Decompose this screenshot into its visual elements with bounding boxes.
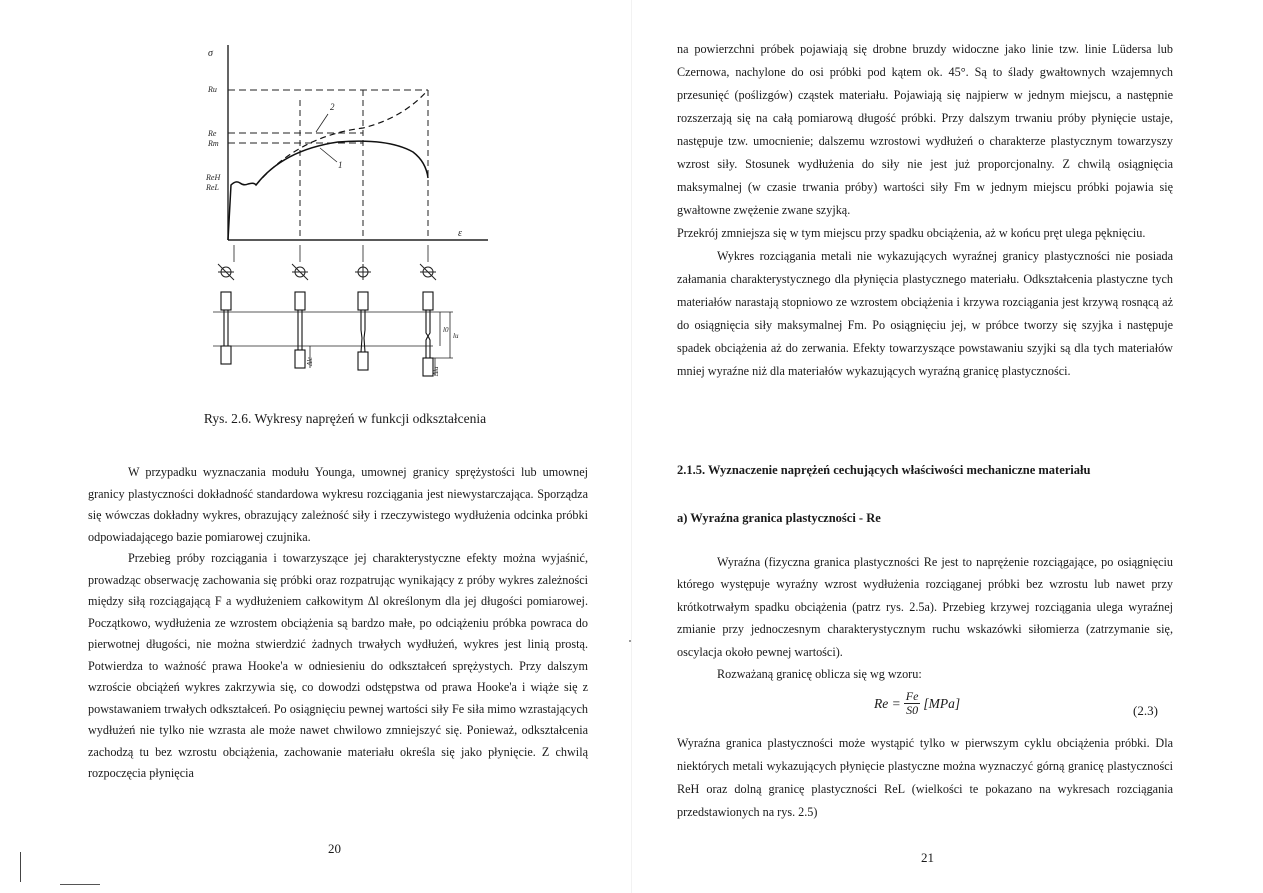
left-body-text: [88, 462, 588, 785]
dim-l0: l0: [443, 326, 449, 334]
rm-label: Rm: [208, 139, 219, 148]
rel-label: ReL: [206, 183, 219, 192]
equation-number: (2.3): [1133, 703, 1158, 718]
dim-dlc: Δlc: [306, 356, 314, 366]
paragraph: W przypadku wyznaczania modułu Younga, umownej granicy sprężystości lub umownej granicy plastyczności dokładność standardowa wykresu rozciągania jest niewystarczająca. Sporządza się wówczas dokładny wykres, obrazujący zależność siły i rzeczywistego wydłużenia odcinka próbki odpowiadającego bazie pomiarowej czujnika.: [88, 465, 588, 544]
formula-denominator: S0: [906, 703, 919, 717]
formula-fraction: [904, 690, 921, 717]
re-label: Re: [208, 129, 217, 138]
figure-caption: Rys. 2.6. Wykresy naprężeń w funkcji odkształcenia: [203, 411, 487, 426]
paragraph: Przebieg próby rozciągania i towarzyszące jej charakterystyczne efekty można wyjaśnić, prowadząc obserwację zachowania się próbki oraz rozpatrując wynikający z próby wykres zależności między siłą rozciągającą F a wydłużeniem całkowitym Δl określonym dla jej długości pomiarowej. Początkowo, wydłużenia ze wzrostem obciążenia są bardzo małe, po odciążeniu próbka powraca do pierwotnej długości, nie można stwierdzić żadnych trwałych wydłużeń, wykres jest linią prostą. Potwierdza to ważność prawa Hooke'a w odniesieniu do odkształceń sprężystych. Przy dalszym wzroście obciążeń wykres zakrzywia się, co dowodzi odstępstwa od prawa Hooke'a i wiąże się z powstawaniem trwałych odkształceń. Po osiągnięciu pewnej wartości siły Fe siła mimo wzrastających wydłużeń nie tylko nie wzrasta ale może nawet chwilowo zmniejszyć się. Ponieważ, odkształcenia zachodzą tu bez wzrostu obciążenia, zachowanie materiału określa się jako płynięcie. Z chwilą rozpoczęcia płynięcia: [88, 551, 588, 780]
formula-unit: [MPa]: [923, 695, 961, 711]
curve-1-label: 1: [338, 160, 343, 170]
subsection-heading: a) Wyraźna granica plastyczności - Re: [677, 511, 881, 525]
paragraph: Rozważaną granicę oblicza się wg wzoru:: [717, 667, 922, 682]
epsilon-axis-label: ε: [458, 228, 462, 239]
sigma-axis-label: σ: [208, 48, 213, 59]
stress-strain-diagram: [188, 40, 488, 390]
dim-lu: lu: [453, 332, 459, 340]
paragraph: Wyraźna (fizyczna granica plastyczności Re jest to naprężenie rozciągające, po osiągnięciu którego występuje wyraźny wzrost wydłużenia rozciąganej próbki bez wzrostu lub nawet przy krótkotrwałym spadku obciążenia (patrz rys. 2.5a). Przebieg krzywej rozciągania ulega wyraźnej zmianie przy jednoczesnym charakterystycznym ruchu wskazówki siłomierza (zatrzymanie się, oscylacja około pewnej wartości).: [677, 555, 1173, 659]
formula: [874, 690, 960, 717]
specimen-markers: [218, 264, 436, 280]
page-number-left: 20: [328, 841, 341, 856]
left-page: [0, 0, 631, 893]
paragraph: Wykres rozciągania metali nie wykazujących wyraźnej granicy plastyczności nie posiada załamania charakterystycznego dla płynięcia plastycznego materiału. Odkształcenia plastyczne tych materiałów narastają stopniowo ze wzrostem obciążenia i krzywa rozciągania jest krzywą rosnącą aż do osiągnięcia siły maksymalnej Fm. Po osiągnięciu jej, w próbce tworzy się szyjka i następuje spadek obciążenia aż do zerwania. Efekty towarzyszące powstawaniu szyjki są dla tych materiałów mniej wyraźne niż dla materiałów wykazujących wyraźną granicę plastyczności.: [677, 249, 1173, 378]
curve-1: [228, 141, 428, 240]
right-body-text-bottom: [677, 732, 1173, 824]
paragraph: Wyraźna granica plastyczności może wystąpić tylko w pierwszym cyklu obciążenia próbki. Dla niektórych metali wykazujących płynięcie plastyczne można wyznaczyć górną granicę plastyczności ReH oraz dolną granicę plastyczności ReL (wielkości te pokazano na wykresach rozciągania przedstawionych na rys. 2.5): [677, 736, 1173, 819]
section-heading: 2.1.5. Wyznaczenie naprężeń cechujących właściwości mechaniczne materiału: [677, 463, 1091, 477]
page-number-right: 21: [921, 850, 934, 865]
curve-2: [256, 90, 428, 185]
right-body-text-mid: [677, 551, 1173, 685]
paragraph: na powierzchni próbek pojawiają się drobne bruzdy widoczne jako linie tzw. linie Lüdersa lub Czernowa, nachylone do osi próbki pod kątem ok. 45°. Są to ślady gwałtownych wzajemnych przesunięć (poślizgów) cząstek materiału. Pojawiają się najpierw w jednym miejscu, a następnie rozszerzają się na całą pomiarową długość próbki. Przy dalszym trwaniu próby płynięcie ustaje, następuje tzw. umocnienie; dalszemu wzrostowi wydłużeń o charakterze plastycznym towarzyszy wzrost siły. Stosunek wydłużenia do siły nie jest już proporcjonalny. Z chwilą osiągnięcia maksymalnej (w czasie trwania próby) wartości siły Fm w jednym miejscu próbki pojawia się gwałtowne zwężenie zwane szyjką.: [677, 42, 1173, 217]
right-body-text-top: [677, 38, 1173, 383]
formula-lhs: Re =: [874, 695, 901, 711]
dim-dlu: Δlu: [432, 366, 440, 376]
paragraph: Przekrój zmniejsza się w tym miejscu przy spadku obciążenia, aż w końcu pręt ulega pęknięciu.: [677, 226, 1146, 240]
specimens: [221, 292, 433, 376]
curve-2-label: 2: [330, 102, 335, 112]
margin-mark: [20, 852, 21, 882]
margin-line: [60, 884, 100, 885]
formula-numerator: Fe: [905, 689, 919, 703]
reh-label: ReH: [206, 173, 221, 182]
scan-dot: [629, 640, 631, 642]
ru-label: Ru: [208, 85, 217, 94]
